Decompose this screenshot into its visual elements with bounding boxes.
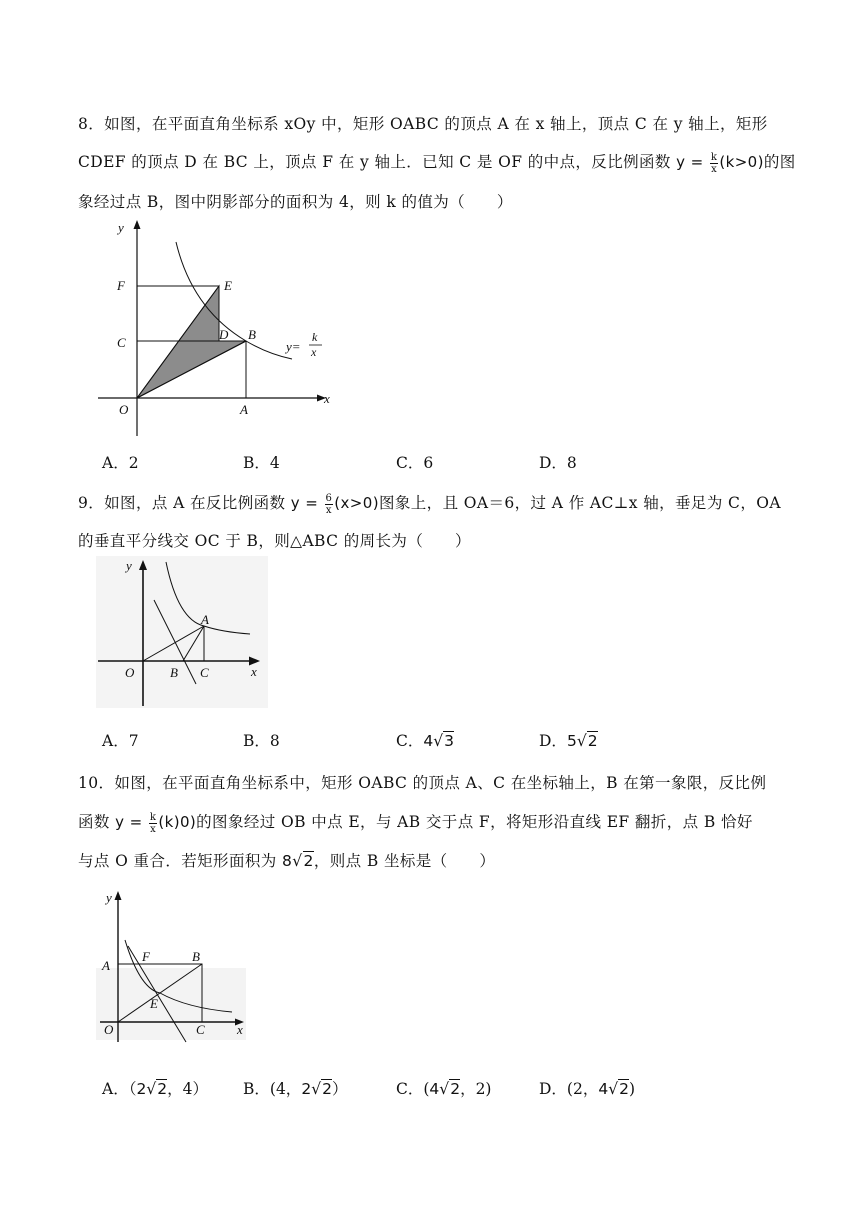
q8-line-2-text: CDEF 的顶点 D 在 BC 上，顶点 F 在 y 轴上．已知 C 是 OF 的中点，反比例函数 — [78, 153, 671, 171]
q8-line-2 — [78, 150, 796, 175]
q10-option-b-value: 2√2 — [301, 1080, 332, 1098]
q10-option-a-end: ，4） — [167, 1080, 208, 1098]
q9-fraction — [325, 493, 334, 516]
q10-func-y: y = — [115, 813, 143, 831]
q9-figure-bg — [96, 556, 268, 708]
q9-option-c[interactable] — [396, 729, 454, 751]
q10-label-b: B — [192, 949, 200, 964]
q9-figure — [92, 554, 272, 710]
q10-func-cond: (k)0) — [158, 813, 197, 831]
q9-option-c-label: C． — [396, 732, 424, 750]
q9-label-x: x — [251, 664, 257, 679]
q8-func-y: y = — [676, 153, 704, 171]
q8-label-o: O — [119, 402, 129, 417]
q10-option-c-value: 4√2 — [429, 1080, 461, 1098]
q9-option-d-value: 5√2 — [566, 732, 598, 750]
q10-option-d-label: D．(2， — [539, 1080, 599, 1098]
q10-y-arrow — [115, 891, 122, 900]
q10-option-a-label: A．（ — [102, 1080, 137, 1098]
q8-option-d[interactable]: D．8 — [539, 454, 577, 472]
q8-option-b[interactable]: B．4 — [243, 454, 280, 472]
q8-curve-label-y: y= — [286, 339, 301, 354]
q9-option-d-label: D． — [539, 732, 567, 750]
q10-option-b-rad: 2 — [322, 1080, 332, 1098]
q9-line-2: 的垂直平分线交 OC 于 B，则△ABC 的周长为（ ） — [78, 532, 471, 550]
q10-option-a-rad: 2 — [157, 1080, 168, 1098]
q10-fraction — [149, 812, 157, 835]
q10-area-value: 8√2 — [282, 852, 314, 870]
q8-option-a[interactable]: A．2 — [102, 454, 139, 472]
q10-line-2 — [78, 810, 753, 835]
q10-option-a-coef: 2 — [136, 1080, 147, 1098]
q10-area-rad: 2 — [303, 852, 314, 870]
q9-label-c: C — [200, 665, 209, 680]
q8-frac-den: x — [711, 163, 718, 175]
q9-frac-den: x — [325, 504, 332, 516]
q8-line-2-end: 的图 — [763, 153, 796, 171]
q10-label-o: O — [104, 1022, 114, 1037]
q10-frac-den: x — [150, 823, 157, 835]
q10-line-1: 10．如图，在平面直角坐标系中，矩形 OABC 的顶点 A、C 在坐标轴上，B 在第一象限，反比例 — [78, 774, 767, 792]
q10-line-2-end: 的图象经过 OB 中点 E，与 AB 交于点 F，将矩形沿直线 EF 翻折，点 B 恰好 — [196, 813, 753, 831]
q9-option-c-rad: 3 — [444, 732, 455, 750]
q8-func-cond: (k>0) — [719, 153, 764, 171]
q9-option-d-coef: 5 — [566, 732, 577, 750]
q9-line-1-end: 图象上，且 OA＝6，过 A 作 AC⊥x 轴，垂足为 C，OA — [378, 494, 781, 512]
q8-curve-label-num: k — [312, 330, 318, 344]
q10-frac-num: k — [149, 811, 157, 823]
q10-option-b-coef: 2 — [301, 1080, 312, 1098]
q10-figure — [92, 884, 256, 1048]
q9-option-d[interactable] — [539, 729, 598, 751]
q8-y-arrow — [134, 220, 141, 229]
q8-label-b: B — [248, 327, 256, 342]
q8-label-d: D — [219, 327, 229, 342]
q8-label-f: F — [117, 278, 125, 293]
q10-option-d-value: 4√2 — [598, 1080, 629, 1098]
q10-label-c: C — [196, 1022, 205, 1037]
q10-option-b[interactable] — [243, 1077, 347, 1099]
q9-label-b: B — [170, 665, 178, 680]
q10-line-3-end: ，则点 B 坐标是（ ） — [313, 852, 496, 870]
q10-option-d[interactable] — [539, 1077, 635, 1099]
q8-option-c[interactable]: C．6 — [396, 454, 434, 472]
q9-frac-num: 6 — [325, 492, 333, 504]
q9-line-1-text: 9．如图，点 A 在反比例函数 — [78, 494, 286, 512]
q10-option-c-label: C．( — [396, 1080, 430, 1098]
q9-label-a: A — [201, 612, 209, 627]
q8-label-e: E — [224, 278, 232, 293]
q10-line-3-text: 与点 O 重合．若矩形面积为 — [78, 852, 277, 870]
q10-option-c[interactable] — [396, 1077, 491, 1099]
q10-area-coef: 8 — [282, 852, 293, 870]
q8-curve-label-den: x — [311, 345, 317, 359]
q10-line-3 — [78, 849, 495, 871]
q9-option-b[interactable]: B．8 — [243, 732, 280, 750]
q10-label-a: A — [102, 958, 110, 973]
q9-func-y: y = — [290, 494, 319, 512]
q10-option-a[interactable] — [102, 1077, 208, 1099]
q10-option-c-end: ，2) — [460, 1080, 492, 1098]
q8-label-y: y — [118, 220, 124, 235]
q9-option-a[interactable]: A．7 — [102, 732, 139, 750]
q10-option-d-rad: 2 — [619, 1080, 629, 1098]
q8-line-1: 8．如图，在平面直角坐标系 xOy 中，矩形 OABC 的顶点 A 在 x 轴上，顶点 C 在 y 轴上，矩形 — [78, 115, 768, 133]
q10-label-e: E — [150, 996, 158, 1011]
q9-func-cond: (x>0) — [334, 494, 379, 512]
q10-option-d-end: ) — [628, 1080, 636, 1098]
q10-label-f: F — [142, 949, 150, 964]
q8-label-a: A — [240, 402, 248, 417]
q10-option-c-coef: 4 — [429, 1080, 440, 1098]
q10-label-x: x — [237, 1022, 243, 1037]
q8-label-x: x — [324, 391, 330, 406]
q8-fraction — [710, 152, 718, 175]
q9-line-1 — [78, 491, 781, 516]
q9-label-o: O — [125, 665, 135, 680]
q8-frac-num: k — [710, 151, 718, 163]
q10-label-y: y — [106, 890, 112, 905]
q8-line-3: 象经过点 B，图中阴影部分的面积为 4，则 k 的值为（ ） — [78, 193, 513, 211]
q8-shaded-region — [137, 286, 246, 398]
q8-label-c: C — [117, 335, 126, 350]
q10-option-c-rad: 2 — [450, 1080, 461, 1098]
q10-option-b-end: ） — [331, 1080, 348, 1098]
q8-figure — [92, 214, 342, 440]
q9-option-c-coef: 4 — [423, 732, 434, 750]
q10-line-2-text: 函数 — [78, 813, 110, 831]
q10-option-b-label: B．(4， — [243, 1080, 302, 1098]
q9-option-c-value: 4√3 — [423, 732, 455, 750]
q9-label-y: y — [126, 558, 132, 573]
q10-option-a-value: 2√2 — [136, 1080, 168, 1098]
q9-option-d-rad: 2 — [587, 732, 598, 750]
q10-option-d-coef: 4 — [598, 1080, 609, 1098]
